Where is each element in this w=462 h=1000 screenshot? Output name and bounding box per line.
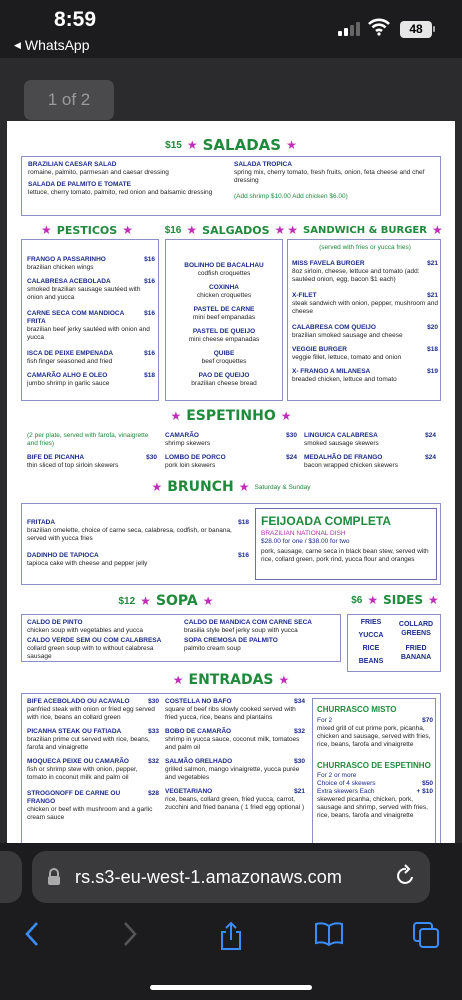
back-triangle-icon: ◀ [14,39,21,50]
espetinho-note: (2 per plate, served with farofa, vinaigrette and fries) [27,432,149,447]
sopa-box: CALDO DE PINTO chicken soup with vegetables and yucca CALDO VERDE SEM OU COM CALABRESA collard green soup with to without calabresa sausage CALDO DE MANDICA COM CARNE SECA brasilia style beef jerky soup with yucca SOPA CREMOSA DE PALMITO palmito cream soup [21,614,341,662]
saladas-header [7,136,455,154]
tabs-icon[interactable] [412,921,440,956]
brunch-box: $18 FRITADA brazilian omelette, choice of carne seca, calabresa, codfish, or banana, served with yucca fries $16 DADINHO DE TAPIOCA tapioca cake with cheese and pepper jelly FEIJOADA COMPLETA BRAZILIAN NATIONAL DISH $28.00 for one / $38.00 for two pork, sausage, carne seca in black bean stew, served with rice, collard green, pork rind, yucca flour and oranges [21,503,441,585]
reload-icon[interactable] [396,864,416,892]
sopa-header: $12 ★ SOPA ★ [118,593,214,609]
page-indicator: 1 of 2 [24,80,114,120]
salgados-box: BOLINHO DE BACALHAU codfish croquettes COXINHA chicken croquettes PASTEL DE CARNE mini beef empanadas PASTEL DE QUEIJO mini cheese empanadas QUIBE beef croquettes PAO DE QUEIJO brazilian cheese bread [165,239,283,401]
sides-box: FRIES YUCCA RICE BEANS COLLARD GREENS FRIED BANANA [347,614,441,672]
cellular-signal-icon [338,22,360,36]
sandwich-box: (served with fries or yucca fries) $21 MISS FAVELA BURGER 8oz sirloin, cheese, lettuce and tomato (add: sautéed onion, egg, bacon $1 each) $21 X-FILET steak sandwich with onion, pepper, mushroom and cheese $20 CALABRESA COM QUEIJO brazilian smoked sausage and cheese $18 VEGGIE BURGER veggie fillet, lettuce, tomato and onion $19 X- FRANGO A MILANESA breaded chicken, lettuce and tomato [287,239,441,401]
url-text: rs.s3-eu-west-1.amazonaws.com [75,866,342,887]
sandwich-header: ★ SANDWICH & BURGER ★ [287,223,443,237]
saladas-price: $15 [165,139,182,151]
battery-icon: 48 [400,21,432,38]
share-icon[interactable] [218,921,244,958]
star-icon: ★ [186,138,198,152]
menu-item: $24 LINGUICA CALABRESA smoked sausage skewers [304,432,436,447]
sides-header: $6 ★ SIDES ★ [351,593,439,607]
salgados-header: $16 ★ SALGADOS ★ [164,223,286,237]
saladas-title: SALADAS [202,136,282,154]
menu-item: $30 BIFE DE PICANHA thin sliced of top sirloin skewers [27,454,157,469]
entradas-header: ★ ENTRADAS ★ [172,672,290,688]
menu-item: $30 CAMARÃO shrimp skewers [165,432,297,447]
home-indicator [150,985,312,990]
back-to-app-link[interactable] [14,37,90,53]
menu-page [7,121,455,843]
clock: 8:59 [54,8,97,31]
espetinho-header: ★ ESPETINHO ★ [170,408,292,424]
menu-item: BRAZILIAN CAESAR SALAD romaine, palmito, parmesan and caesar dressing [28,161,169,176]
menu-item: $24 MEDALHÃO DE FRANGO bacon wrapped chicken skewers [304,454,436,469]
back-icon[interactable] [24,921,40,954]
entradas-box: $30 BIFE ACEBOLADO OU ACAVALO panfried steak with onion or fried egg served with rice, beans an collard green $33 PICANHA STEAK OU FATIADA brazilian prime cut served with rice, beans, farofa and vinaigrette $32 MOQUECA PEIXE OU CAMARÃO fish or shrimp stew with onion, pepper, tomato in coconut milk and palm oil $28 STROGONOFF DE CARNE OU FRANGO chicken or beef with mushroom and a garlic cream sauce $34 COSTELLA NO BAFO square of beef ribs slowly cooked served with fried yucca, rice, beans and plantains $32 BOBO DE CAMARÃO shrimp in yucca sauce, coconut milk, tomatoes and palm oil $30 SALMÃO GRELHADO grilled salmon, mango vinaigrette, yucca purée and vegetables $21 VEGETARIANO rice, beans, collard green, fried yucca, carrot, zucchini and fried banana ( 1 fried egg optional ) CHURRASCO MISTO $70 For 2 mixed grill of cut prime pork, picanha, chicken and sausage, served with fries, rice, beans, farofa and vinaigrette CHURRASCO DE ESPETINHO For 2 or more $50 Choice of 4 skewers + $10 Extra skewers Each skewered picanha, chicken, pork, sausage and shrimp, served with fries, rice, beans, farofa and vinaigrette [21,693,441,843]
menu-item: SALADA DE PALMITO E TOMATE lettuce, cherry tomato, palmito, red onion and balsamic dressing [28,181,213,196]
document-viewer[interactable] [0,58,462,843]
address-bar[interactable] [32,851,430,903]
status-bar [0,0,462,58]
forward-icon[interactable] [122,921,138,954]
brunch-header: ★ BRUNCH ★ Saturday & Sunday [151,479,311,495]
menu-item: $24 LOMBO DE PORCO pork loin skewers [165,454,297,469]
back-app-label: WhatsApp [24,37,90,53]
bookmarks-icon[interactable] [314,921,344,954]
battery-nub [433,26,435,32]
wifi-icon [368,18,390,36]
address-bar-area [0,843,462,913]
previous-tab-stub[interactable] [0,851,22,903]
lock-icon [47,868,61,886]
pesticos-box: $16 FRANGO A PASSARINHO brazilian chicken wings $16 CALABRESA ACEBOLADA smoked brazilian sausage sautéed with onion and yucca $16 CARNE SECA COM MANDIOCA FRITA brazilian beef jerky sautéed with onion and yucca $16 ISCA DE PEIXE EMPENADA fish finger seasoned and fried $18 CAMARÃO ALHO E OLEO jumbo shrimp in garlic sauce [21,239,159,401]
menu-item: SALADA TROPICA spring mix, cherry tomato, fresh fruits, onion, feta cheese and chef dressing [234,161,425,184]
feijoada-box: FEIJOADA COMPLETA BRAZILIAN NATIONAL DISH $28.00 for one / $38.00 for two pork, sausage, carne seca in black bean stew, served with rice, collard green, pork rind, yucca flour and oranges [255,508,437,580]
churrasco-box: CHURRASCO MISTO $70 For 2 mixed grill of cut prime pork, picanha, chicken and sausage, served with fries, rice, beans, farofa and vinaigrette CHURRASCO DE ESPETINHO For 2 or more $50 Choice of 4 skewers + $10 Extra skewers Each skewered picanha, chicken, pork, sausage and shrimp, served with fries, rice, beans, farofa and vinaigrette [312,698,436,843]
saladas-box [21,156,441,216]
pesticos-header: ★ PESTICOS ★ [41,223,133,237]
saladas-addons: (Add shrimp $10.00 Add chicken $6.00) [234,193,348,200]
star-icon: ★ [286,138,297,152]
